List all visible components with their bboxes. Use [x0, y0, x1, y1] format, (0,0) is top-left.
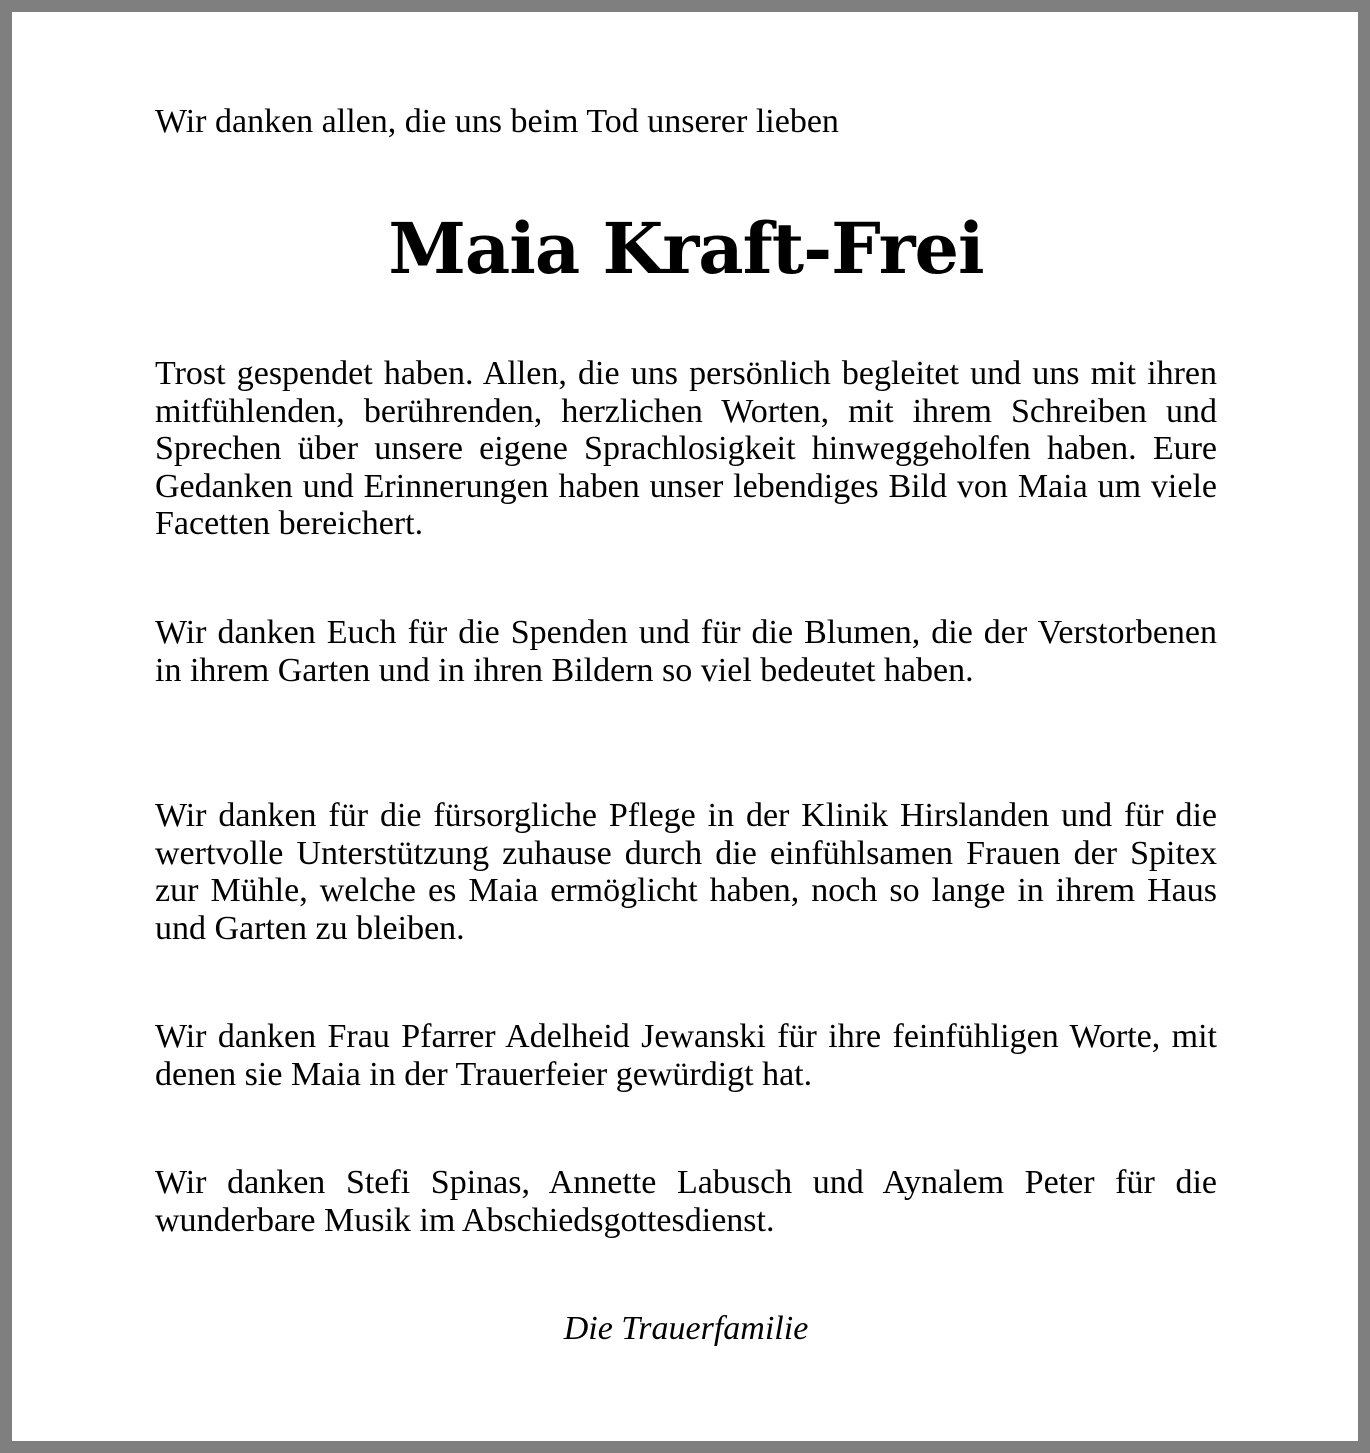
paragraph-pastor: Wir danken Frau Pfarrer Adelheid Jewanski für ihre feinfühligen Worte, mit denen sie Maia in der Trauerfeier gewürdigt hat. — [155, 1018, 1217, 1093]
signature: Die Trauerfamilie — [563, 1310, 809, 1347]
paragraph-donations: Wir danken Euch für die Spenden und für die Blumen, die der Verstorbenen in ihrem Garten und in ihren Bildern so viel bedeutet haben. — [155, 614, 1217, 689]
deceased-name: Maia Kraft-Frei — [388, 207, 984, 290]
paragraph-care: Wir danken für die fürsorgliche Pflege in der Klinik Hirslanden und für die wertvolle Unterstützung zuhause durch die einfühlsamen Frauen der Spitex zur Mühle, welche es Maia ermöglicht haben, noch so lange in ihrem Haus und Garten zu bleiben. — [155, 797, 1217, 947]
intro-text: Wir danken allen, die uns beim Tod unserer lieben — [155, 103, 839, 140]
paragraph-comfort: Trost gespendet haben. Allen, die uns persönlich begleitet und uns mit ihren mitfühlenden, berührenden, herzlichen Worten, mit ihrem Schreiben und Sprechen über unsere eigene Sprachlosigkeit hinweggeholfen haben. Eure Gedanken und Erinnerungen haben unser lebendiges Bild von Maia um viele Facetten bereichert. — [155, 355, 1217, 542]
notice-page — [12, 12, 1358, 1441]
paragraph-music: Wir danken Stefi Spinas, Annette Labusch und Aynalem Peter für die wunderbare Musik im Abschiedsgottesdienst. — [155, 1164, 1217, 1239]
